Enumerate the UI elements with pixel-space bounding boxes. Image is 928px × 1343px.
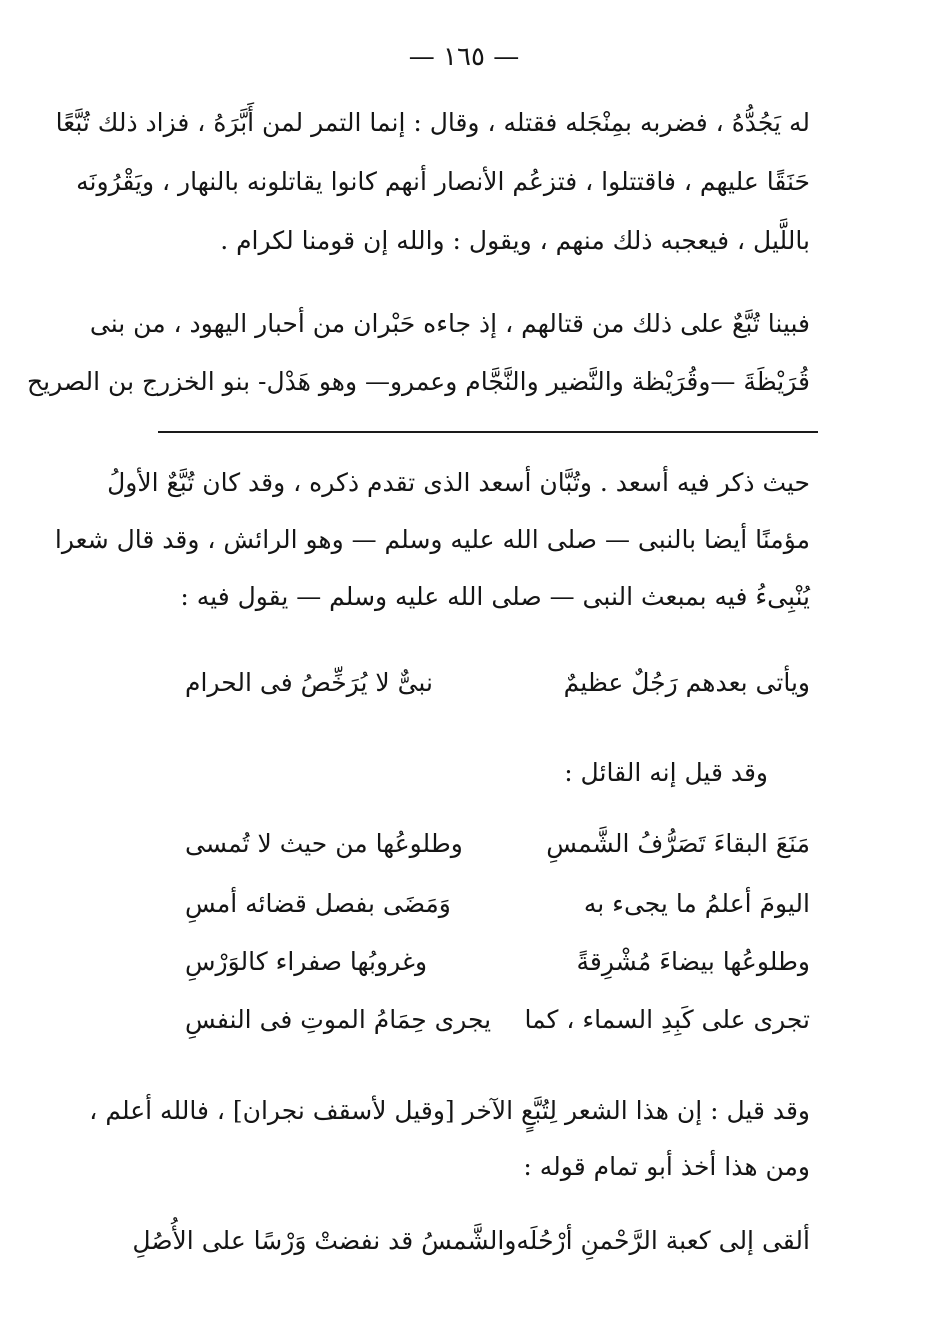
verse-line xyxy=(185,666,810,700)
footnote-line: يُنْبِىءُ فيه بمبعث النبى — صلى الله عليه وسلم — يقول فيه : xyxy=(180,582,810,611)
footnote-line: وقد قيل : إن هذا الشعر لِتُبَّعٍ الآخر [وقيل لأسقف نجران] ، فالله أعلم ، xyxy=(89,1096,810,1125)
verse-first-hemistich: تجرى على كَبِدِ السماء ، كما xyxy=(524,1005,810,1034)
verse-second-hemistich: نبىٌّ لا يُرَخِّصُ فى الحرام xyxy=(185,668,433,697)
main-text-line: باللَّيل ، فيعجبه ذلك منهم ، ويقول : والله إن قومنا لكرام . xyxy=(220,226,810,255)
verse-first-hemistich: ألقى إلى كعبة الرَّحْمنِ أرْحُلَه xyxy=(516,1226,810,1255)
verse-second-hemistich: وطلوعُها من حيث لا تُمسى xyxy=(185,829,463,858)
verse-second-hemistich: يجرى حِمَامُ الموتِ فى النفسِ xyxy=(185,1005,492,1034)
main-text-line: قُرَيْظَةَ —وقُرَيْظة والنَّضير والنَّجَّام وعمرو— وهو هَدْل- بنو الخزرج بن الصريح xyxy=(26,367,810,396)
verse-first-hemistich: ويأتى بعدهم رَجُلٌ عظيمٌ xyxy=(563,668,810,697)
verse-second-hemistich: والشَّمسُ قد نفضتْ وَرْسًا على الأُصُلِ xyxy=(132,1226,517,1255)
verse-line xyxy=(185,1003,810,1037)
verse-line xyxy=(185,945,810,979)
footnote-line: حيث ذكر فيه أسعد . وتُبَّان أسعد الذى تقدم ذكره ، وقد كان تُبَّعٌ الأولُ xyxy=(107,468,810,497)
verse-first-hemistich: مَنَعَ البقاءَ تَصَرُّفُ الشَّمسِ xyxy=(546,829,810,858)
verse-line xyxy=(132,1224,810,1258)
verse-second-hemistich: وَمَضَى بفصل قضائه أمسِ xyxy=(185,889,451,918)
main-text-line: فبينا تُبَّعٌ على ذلك من قتالهم ، إذ جاءه حَبْران من أحبار اليهود ، من بنى xyxy=(89,309,810,338)
footnote-line: مؤمنًا أيضا بالنبى — صلى الله عليه وسلم — وهو الرائش ، وقد قال شعرا xyxy=(54,525,810,554)
verse-first-hemistich: اليومَ أعلمُ ما يجىء به xyxy=(583,889,810,918)
verse-line xyxy=(185,827,810,861)
main-text-line: حَنَقًا عليهم ، فاقتتلوا ، فتزعُم الأنصار أنهم كانوا يقاتلونه بالنهار ، ويَقْرُونَه xyxy=(76,167,810,196)
verse-first-hemistich: وطلوعُها بيضاءَ مُشْرِقةً xyxy=(576,947,810,976)
main-text-line: له يَجُدُّهُ ، فضربه بمِنْجَله فقتله ، وقال : إنما التمر لمن أَبَّرَهُ ، فزاد ذلك تُبَّعًا xyxy=(55,108,810,137)
verse-line xyxy=(185,887,810,921)
footnote-separator xyxy=(158,431,818,433)
verse-second-hemistich: وغروبُها صفراء كالوَرْسِ xyxy=(185,947,428,976)
footnote-line: وقد قيل إنه القائل : xyxy=(564,758,768,787)
footnote-line: ومن هذا أخذ أبو تمام قوله : xyxy=(523,1152,810,1181)
page-number: — ١٦٥ — xyxy=(408,42,520,72)
